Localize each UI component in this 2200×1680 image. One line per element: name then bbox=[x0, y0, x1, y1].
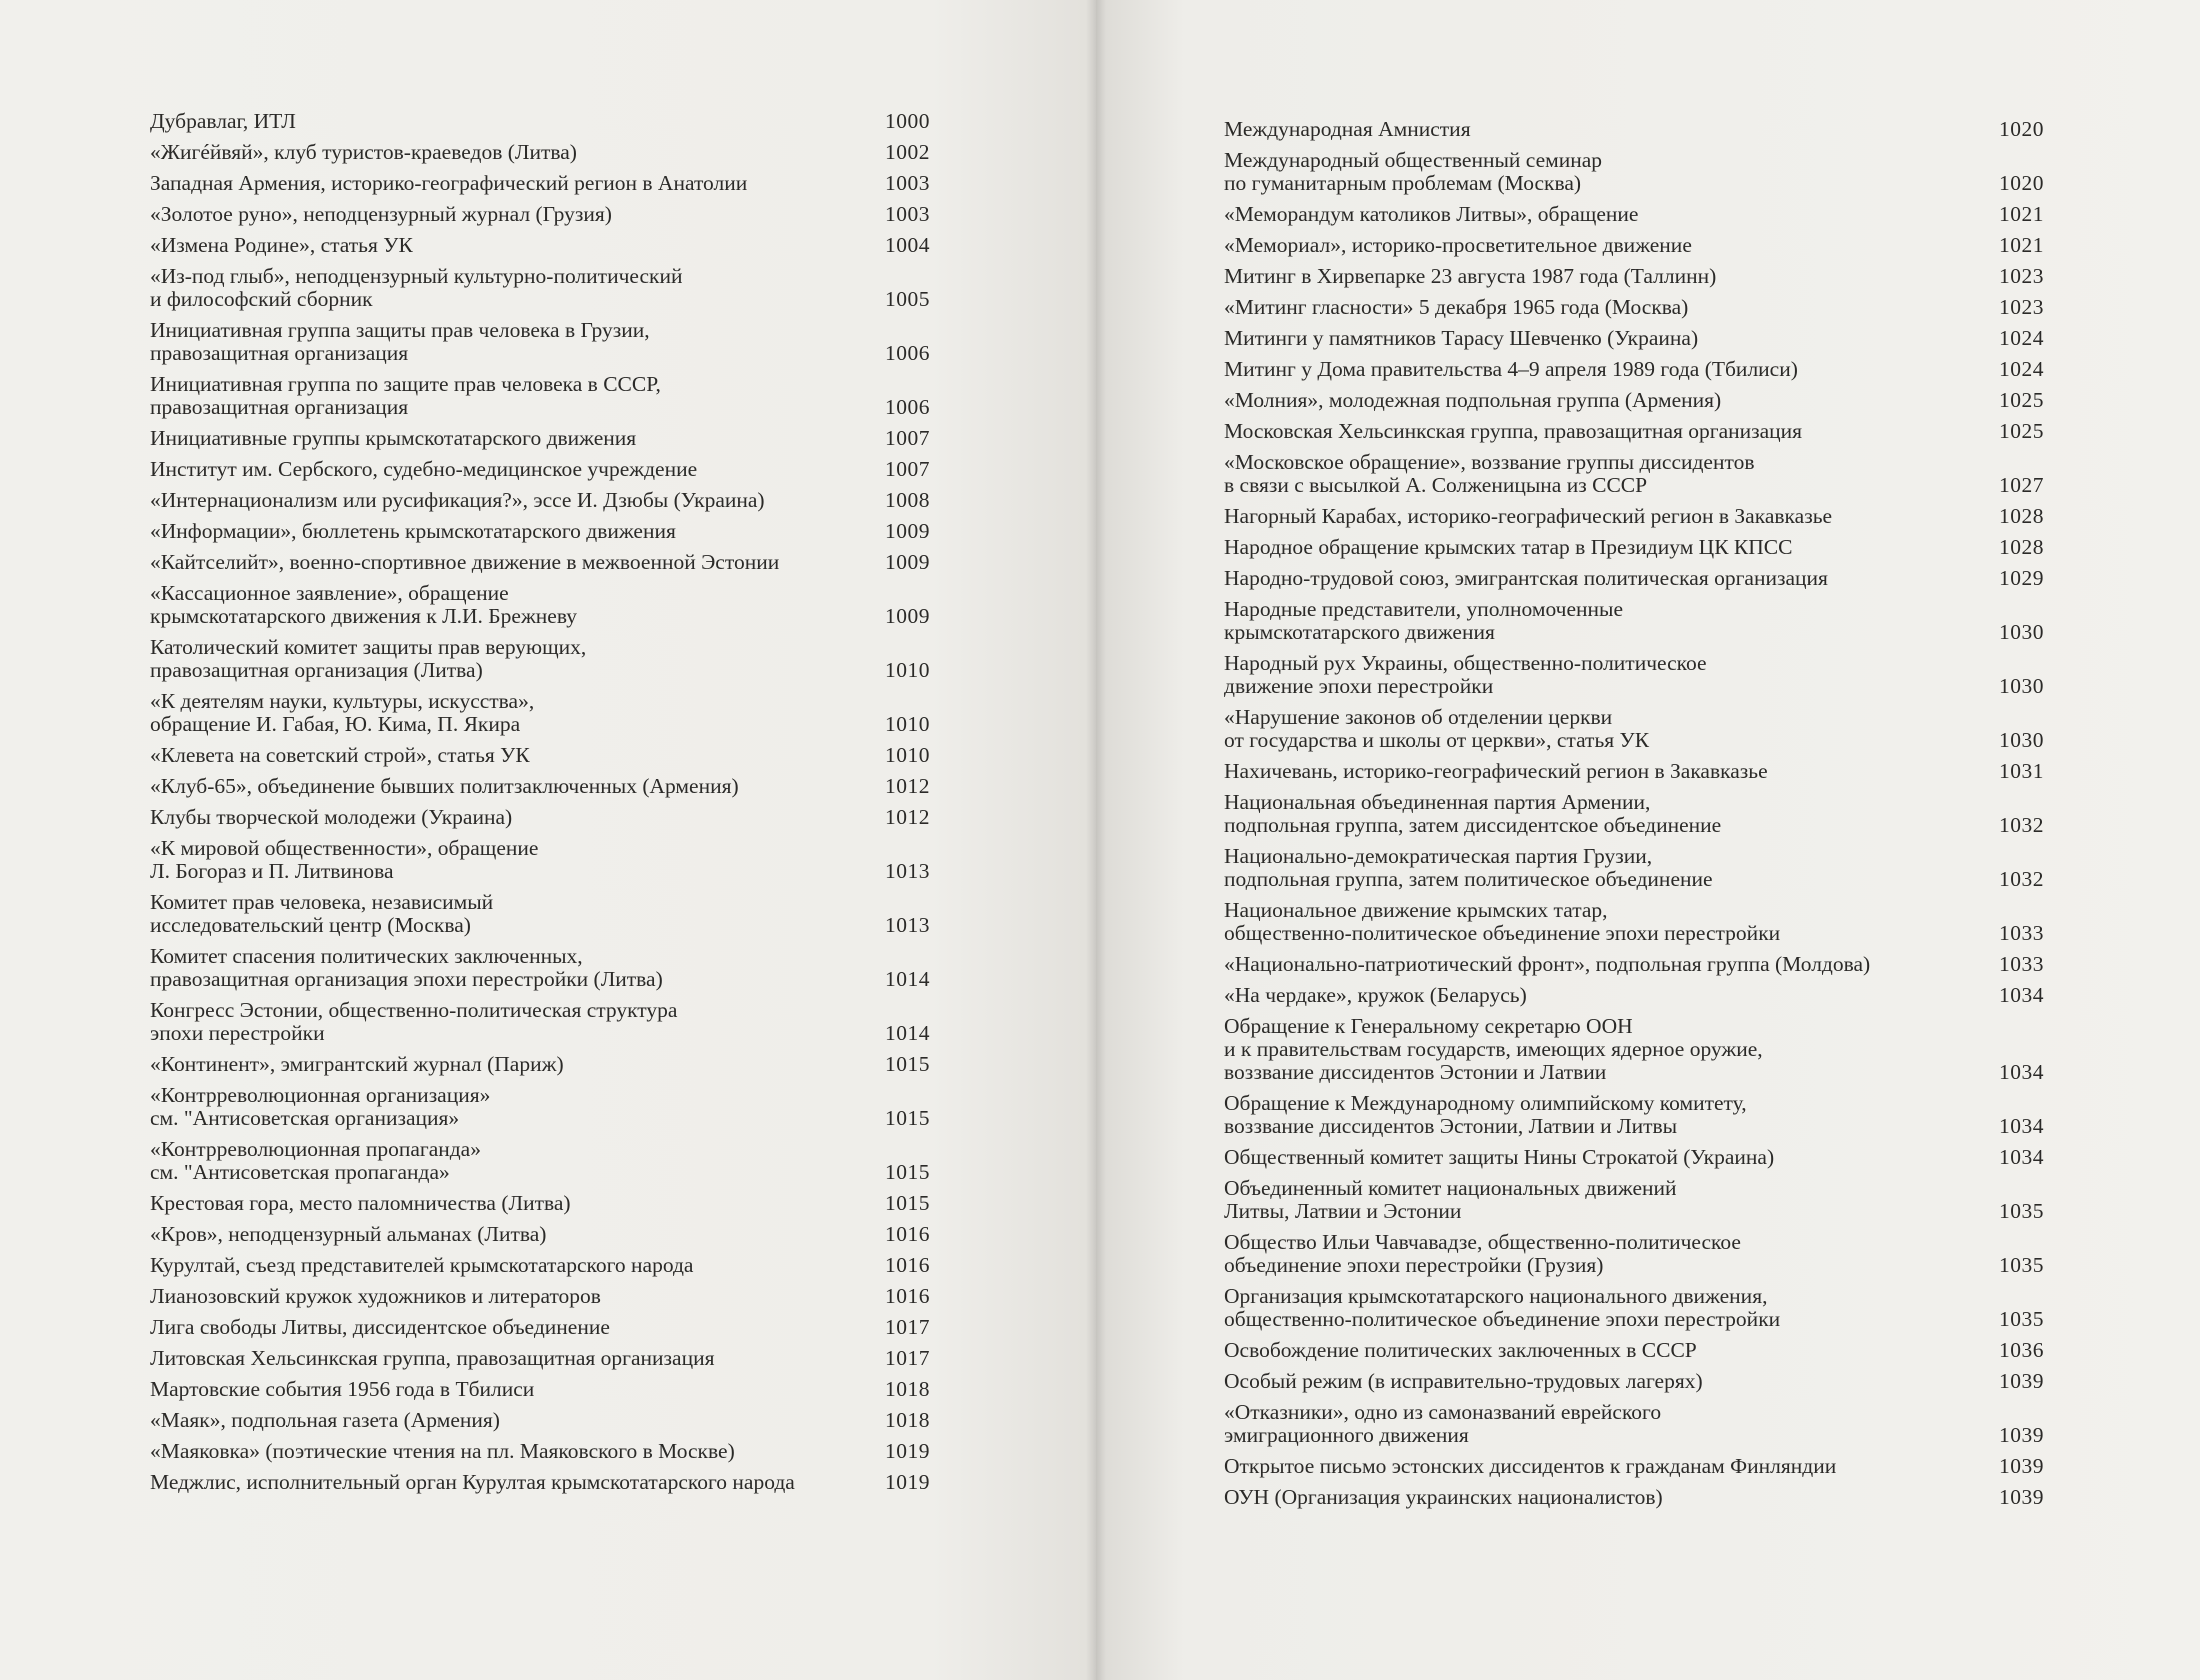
entry-title: «Клуб-65», объединение бывших политзаключенных (Армения) bbox=[150, 774, 739, 798]
entry-page-number: 1003 bbox=[885, 171, 930, 195]
entry-title: Крестовая гора, место паломничества (Литва) bbox=[150, 1191, 571, 1215]
entry-title: «Интернационализм или русификация?», эссе И. Дзюбы (Украина) bbox=[150, 488, 765, 512]
entry-title: «Измена Родине», статья УК bbox=[150, 233, 413, 257]
entry-title: Общественный комитет защиты Нины Строкатой (Украина) bbox=[1224, 1145, 1775, 1169]
toc-entry bbox=[150, 578, 930, 632]
toc-entry bbox=[1224, 1227, 2044, 1281]
toc-entry bbox=[1224, 1088, 2044, 1142]
entry-page-number: 1006 bbox=[885, 395, 930, 419]
entry-page-number: 1008 bbox=[885, 488, 930, 512]
toc-entry bbox=[1224, 230, 2044, 261]
entry-title: Западная Армения, историко-географический регион в Анатолии bbox=[150, 171, 748, 195]
entry-page-number: 1009 bbox=[885, 519, 930, 543]
toc-entry bbox=[150, 168, 930, 199]
entry-page-number: 1018 bbox=[885, 1377, 930, 1401]
entry-page-number: 1003 bbox=[885, 202, 930, 226]
entry-title: «Информации», бюллетень крымскотатарского движения bbox=[150, 519, 676, 543]
toc-entry bbox=[1224, 114, 2044, 145]
toc-entry bbox=[150, 740, 930, 771]
entry-title: Инициативная группа по защите прав человека в СССР, правозащитная организация bbox=[150, 372, 661, 419]
toc-entry bbox=[1224, 447, 2044, 501]
entry-page-number: 1012 bbox=[885, 774, 930, 798]
entry-title: Митинги у памятников Тарасу Шевченко (Украина) bbox=[1224, 326, 1699, 350]
entry-title: «Маяк», подпольная газета (Армения) bbox=[150, 1408, 500, 1432]
entry-page-number: 1015 bbox=[885, 1160, 930, 1184]
left-toc-list bbox=[150, 106, 930, 1498]
toc-entry bbox=[1224, 354, 2044, 385]
toc-entry bbox=[150, 686, 930, 740]
toc-entry bbox=[150, 1188, 930, 1219]
entry-title: «Мемориал», историко-просветительное движение bbox=[1224, 233, 1692, 257]
entry-title: «К деятелям науки, культуры, искусства», обращение И. Габая, Ю. Кима, П. Якира bbox=[150, 689, 535, 736]
entry-title: «Национально-патриотический фронт», подпольная группа (Молдова) bbox=[1224, 952, 1871, 976]
entry-page-number: 1002 bbox=[885, 140, 930, 164]
entry-page-number: 1035 bbox=[1999, 1253, 2044, 1277]
toc-entry bbox=[1224, 292, 2044, 323]
entry-page-number: 1015 bbox=[885, 1052, 930, 1076]
toc-entry bbox=[150, 941, 930, 995]
entry-title: Лианозовский кружок художников и литераторов bbox=[150, 1284, 601, 1308]
entry-page-number: 1018 bbox=[885, 1408, 930, 1432]
entry-title: Международная Амнистия bbox=[1224, 117, 1471, 141]
entry-title: «Контрреволюционная пропаганда» см. "Антисоветская пропаганда» bbox=[150, 1137, 481, 1184]
entry-page-number: 1014 bbox=[885, 1021, 930, 1045]
entry-title: «Отказники», одно из самоназваний еврейского эмиграционного движения bbox=[1224, 1400, 1662, 1447]
entry-title: Дубравлаг, ИТЛ bbox=[150, 109, 296, 133]
entry-title: Католический комитет защиты прав верующих, правозащитная организация (Литва) bbox=[150, 635, 587, 682]
entry-page-number: 1021 bbox=[1999, 202, 2044, 226]
toc-entry bbox=[1224, 1011, 2044, 1088]
entry-title: Организация крымскотатарского национального движения, общественно-политическое объединение эпохи перестройки bbox=[1224, 1284, 1781, 1331]
toc-entry bbox=[150, 1312, 930, 1343]
entry-title: Московская Хельсинкская группа, правозащитная организация bbox=[1224, 419, 1803, 443]
entry-page-number: 1029 bbox=[1999, 566, 2044, 590]
entry-page-number: 1016 bbox=[885, 1222, 930, 1246]
entry-title: Объединенный комитет национальных движений Литвы, Латвии и Эстонии bbox=[1224, 1176, 1677, 1223]
entry-page-number: 1016 bbox=[885, 1284, 930, 1308]
entry-page-number: 1027 bbox=[1999, 473, 2044, 497]
entry-page-number: 1007 bbox=[885, 426, 930, 450]
entry-page-number: 1015 bbox=[885, 1191, 930, 1215]
toc-entry bbox=[150, 369, 930, 423]
entry-title: Инициативная группа защиты прав человека в Грузии, правозащитная организация bbox=[150, 318, 650, 365]
entry-page-number: 1035 bbox=[1999, 1307, 2044, 1331]
entry-page-number: 1023 bbox=[1999, 295, 2044, 319]
entry-page-number: 1035 bbox=[1999, 1199, 2044, 1223]
entry-title: «Меморандум католиков Литвы», обращение bbox=[1224, 202, 1639, 226]
entry-page-number: 1034 bbox=[1999, 1060, 2044, 1084]
entry-title: Международный общественный семинар по гуманитарным проблемам (Москва) bbox=[1224, 148, 1603, 195]
entry-page-number: 1017 bbox=[885, 1315, 930, 1339]
toc-entry bbox=[1224, 980, 2044, 1011]
entry-page-number: 1012 bbox=[885, 805, 930, 829]
entry-title: Национальная объединенная партия Армении, подпольная группа, затем диссидентское объединение bbox=[1224, 790, 1722, 837]
entry-title: Литовская Хельсинкская группа, правозащитная организация bbox=[150, 1346, 715, 1370]
toc-entry bbox=[1224, 648, 2044, 702]
entry-title: Обращение к Международному олимпийскому комитету, воззвание диссидентов Эстонии, Латвии и Литвы bbox=[1224, 1091, 1747, 1138]
toc-entry bbox=[150, 315, 930, 369]
right-toc-list bbox=[1224, 114, 2044, 1513]
toc-entry bbox=[150, 1080, 930, 1134]
toc-entry bbox=[1224, 1482, 2044, 1513]
entry-page-number: 1016 bbox=[885, 1253, 930, 1277]
toc-entry bbox=[1224, 756, 2044, 787]
entry-page-number: 1033 bbox=[1999, 952, 2044, 976]
entry-page-number: 1034 bbox=[1999, 1114, 2044, 1138]
entry-page-number: 1021 bbox=[1999, 233, 2044, 257]
entry-page-number: 1039 bbox=[1999, 1454, 2044, 1478]
toc-entry bbox=[1224, 949, 2044, 980]
toc-entry bbox=[1224, 1281, 2044, 1335]
toc-entry bbox=[1224, 501, 2044, 532]
entry-page-number: 1030 bbox=[1999, 728, 2044, 752]
toc-entry bbox=[1224, 1366, 2044, 1397]
entry-title: Комитет прав человека, независимый исследовательский центр (Москва) bbox=[150, 890, 494, 937]
entry-title: «Митинг гласности» 5 декабря 1965 года (Москва) bbox=[1224, 295, 1689, 319]
book-gutter bbox=[1086, 0, 1106, 1680]
entry-title: Национально-демократическая партия Грузии, подпольная группа, затем политическое объединение bbox=[1224, 844, 1713, 891]
entry-page-number: 1004 bbox=[885, 233, 930, 257]
entry-page-number: 1010 bbox=[885, 712, 930, 736]
entry-page-number: 1030 bbox=[1999, 620, 2044, 644]
toc-entry bbox=[150, 1049, 930, 1080]
entry-title: Меджлис, исполнительный орган Курултая крымскотатарского народа bbox=[150, 1470, 795, 1494]
entry-page-number: 1032 bbox=[1999, 867, 2044, 891]
entry-title: Особый режим (в исправительно-трудовых лагерях) bbox=[1224, 1369, 1703, 1393]
entry-title: Народный рух Украины, общественно-политическое движение эпохи перестройки bbox=[1224, 651, 1707, 698]
entry-title: Митинг в Хирвепарке 23 августа 1987 года (Таллинн) bbox=[1224, 264, 1717, 288]
toc-entry bbox=[1224, 385, 2044, 416]
entry-page-number: 1024 bbox=[1999, 357, 2044, 381]
entry-page-number: 1028 bbox=[1999, 504, 2044, 528]
entry-page-number: 1020 bbox=[1999, 171, 2044, 195]
toc-entry bbox=[1224, 199, 2044, 230]
entry-title: Инициативные группы крымскотатарского движения bbox=[150, 426, 637, 450]
entry-title: «Контрреволюционная организация» см. "Антисоветская организация» bbox=[150, 1083, 491, 1130]
entry-page-number: 1033 bbox=[1999, 921, 2044, 945]
entry-title: ОУН (Организация украинских националистов) bbox=[1224, 1485, 1663, 1509]
entry-title: Нахичевань, историко-географический регион в Закавказье bbox=[1224, 759, 1768, 783]
left-page bbox=[0, 0, 1096, 1680]
entry-page-number: 1017 bbox=[885, 1346, 930, 1370]
entry-title: Обращение к Генеральному секретарю ООН и к правительствам государств, имеющих ядерное оружие, воззвание диссидентов Эстонии и Латвии bbox=[1224, 1014, 1763, 1084]
entry-page-number: 1039 bbox=[1999, 1485, 2044, 1509]
toc-entry bbox=[150, 199, 930, 230]
toc-entry bbox=[1224, 895, 2044, 949]
toc-entry bbox=[150, 1405, 930, 1436]
toc-entry bbox=[150, 137, 930, 168]
entry-title: «Кайтселийт», военно-спортивное движение в межвоенной Эстонии bbox=[150, 550, 780, 574]
toc-entry bbox=[150, 1219, 930, 1250]
entry-page-number: 1039 bbox=[1999, 1369, 2044, 1393]
entry-page-number: 1019 bbox=[885, 1439, 930, 1463]
toc-entry bbox=[150, 995, 930, 1049]
entry-page-number: 1010 bbox=[885, 658, 930, 682]
toc-entry bbox=[150, 516, 930, 547]
entry-page-number: 1010 bbox=[885, 743, 930, 767]
toc-entry bbox=[1224, 1173, 2044, 1227]
toc-entry bbox=[1224, 1335, 2044, 1366]
toc-entry bbox=[150, 1281, 930, 1312]
entry-title: Нагорный Карабах, историко-географический регион в Закавказье bbox=[1224, 504, 1833, 528]
toc-entry bbox=[150, 632, 930, 686]
entry-title: Курултай, съезд представителей крымскотатарского народа bbox=[150, 1253, 694, 1277]
entry-title: Открытое письмо эстонских диссидентов к гражданам Финляндии bbox=[1224, 1454, 1837, 1478]
entry-title: «Кров», неподцензурный альманах (Литва) bbox=[150, 1222, 547, 1246]
entry-page-number: 1024 bbox=[1999, 326, 2044, 350]
entry-page-number: 1009 bbox=[885, 550, 930, 574]
toc-entry bbox=[1224, 532, 2044, 563]
toc-entry bbox=[150, 833, 930, 887]
entry-title: Митинг у Дома правительства 4–9 апреля 1989 года (Тбилиси) bbox=[1224, 357, 1798, 381]
entry-page-number: 1032 bbox=[1999, 813, 2044, 837]
entry-page-number: 1005 bbox=[885, 287, 930, 311]
toc-entry bbox=[150, 1134, 930, 1188]
entry-page-number: 1006 bbox=[885, 341, 930, 365]
toc-entry bbox=[150, 1436, 930, 1467]
toc-entry bbox=[1224, 841, 2044, 895]
toc-entry bbox=[1224, 594, 2044, 648]
entry-page-number: 1025 bbox=[1999, 388, 2044, 412]
toc-entry bbox=[150, 261, 930, 315]
right-page bbox=[1096, 0, 2200, 1680]
entry-title: Народно-трудовой союз, эмигрантская политическая организация bbox=[1224, 566, 1828, 590]
toc-entry bbox=[150, 1250, 930, 1281]
toc-entry bbox=[1224, 1142, 2044, 1173]
toc-entry bbox=[1224, 1397, 2044, 1451]
entry-title: Освобождение политических заключенных в СССР bbox=[1224, 1338, 1697, 1362]
entry-page-number: 1030 bbox=[1999, 674, 2044, 698]
entry-title: Лига свободы Литвы, диссидентское объединение bbox=[150, 1315, 610, 1339]
entry-page-number: 1013 bbox=[885, 859, 930, 883]
entry-title: Конгресс Эстонии, общественно-политическая структура эпохи перестройки bbox=[150, 998, 678, 1045]
toc-entry bbox=[150, 485, 930, 516]
toc-entry bbox=[150, 771, 930, 802]
toc-entry bbox=[1224, 145, 2044, 199]
toc-entry bbox=[150, 547, 930, 578]
toc-entry bbox=[1224, 563, 2044, 594]
entry-title: «Золотое руно», неподцензурный журнал (Грузия) bbox=[150, 202, 612, 226]
toc-entry bbox=[150, 802, 930, 833]
toc-entry bbox=[150, 1374, 930, 1405]
entry-title: «Молния», молодежная подпольная группа (Армения) bbox=[1224, 388, 1722, 412]
entry-title: «Нарушение законов об отделении церкви от государства и школы от церкви», статья УК bbox=[1224, 705, 1650, 752]
entry-title: «Жигéйвяй», клуб туристов-краеведов (Литва) bbox=[150, 140, 577, 164]
entry-page-number: 1013 bbox=[885, 913, 930, 937]
entry-page-number: 1000 bbox=[885, 109, 930, 133]
toc-entry bbox=[150, 1467, 930, 1498]
toc-entry bbox=[150, 230, 930, 261]
entry-title: «Московское обращение», воззвание группы диссидентов в связи с высылкой А. Солженицына из СССР bbox=[1224, 450, 1755, 497]
toc-entry bbox=[1224, 1451, 2044, 1482]
entry-page-number: 1039 bbox=[1999, 1423, 2044, 1447]
toc-entry bbox=[1224, 261, 2044, 292]
entry-page-number: 1007 bbox=[885, 457, 930, 481]
entry-title: «Маяковка» (поэтические чтения на пл. Маяковского в Москве) bbox=[150, 1439, 735, 1463]
entry-page-number: 1034 bbox=[1999, 983, 2044, 1007]
toc-entry bbox=[1224, 416, 2044, 447]
entry-page-number: 1025 bbox=[1999, 419, 2044, 443]
entry-page-number: 1009 bbox=[885, 604, 930, 628]
entry-title: «Континент», эмигрантский журнал (Париж) bbox=[150, 1052, 564, 1076]
entry-title: Национальное движение крымских татар, общественно-политическое объединение эпохи перестройки bbox=[1224, 898, 1781, 945]
entry-title: Институт им. Сербского, судебно-медицинское учреждение bbox=[150, 457, 698, 481]
toc-entry bbox=[150, 454, 930, 485]
toc-entry bbox=[150, 887, 930, 941]
entry-title: Комитет спасения политических заключенных, правозащитная организация эпохи перестройки (Литва) bbox=[150, 944, 663, 991]
entry-page-number: 1020 bbox=[1999, 117, 2044, 141]
toc-entry bbox=[1224, 323, 2044, 354]
entry-page-number: 1028 bbox=[1999, 535, 2044, 559]
entry-page-number: 1014 bbox=[885, 967, 930, 991]
toc-entry bbox=[150, 1343, 930, 1374]
toc-entry bbox=[1224, 702, 2044, 756]
entry-title: Народные представители, уполномоченные крымскотатарского движения bbox=[1224, 597, 1623, 644]
entry-title: «На чердаке», кружок (Беларусь) bbox=[1224, 983, 1527, 1007]
entry-page-number: 1034 bbox=[1999, 1145, 2044, 1169]
entry-title: Народное обращение крымских татар в Президиум ЦК КПСС bbox=[1224, 535, 1793, 559]
entry-title: Клубы творческой молодежи (Украина) bbox=[150, 805, 513, 829]
entry-title: «Кассационное заявление», обращение крымскотатарского движения к Л.И. Брежневу bbox=[150, 581, 578, 628]
entry-title: Общество Ильи Чавчавадзе, общественно-политическое объединение эпохи перестройки (Грузия) bbox=[1224, 1230, 1741, 1277]
entry-title: «Клевета на советский строй», статья УК bbox=[150, 743, 530, 767]
entry-page-number: 1023 bbox=[1999, 264, 2044, 288]
entry-page-number: 1031 bbox=[1999, 759, 2044, 783]
entry-title: «Из-под глыб», неподцензурный культурно-политический и философский сборник bbox=[150, 264, 683, 311]
entry-page-number: 1015 bbox=[885, 1106, 930, 1130]
entry-title: «К мировой общественности», обращение Л. Богораз и П. Литвинова bbox=[150, 836, 539, 883]
toc-entry bbox=[1224, 787, 2044, 841]
toc-entry bbox=[150, 423, 930, 454]
toc-entry bbox=[150, 106, 930, 137]
entry-page-number: 1019 bbox=[885, 1470, 930, 1494]
entry-title: Мартовские события 1956 года в Тбилиси bbox=[150, 1377, 535, 1401]
entry-page-number: 1036 bbox=[1999, 1338, 2044, 1362]
